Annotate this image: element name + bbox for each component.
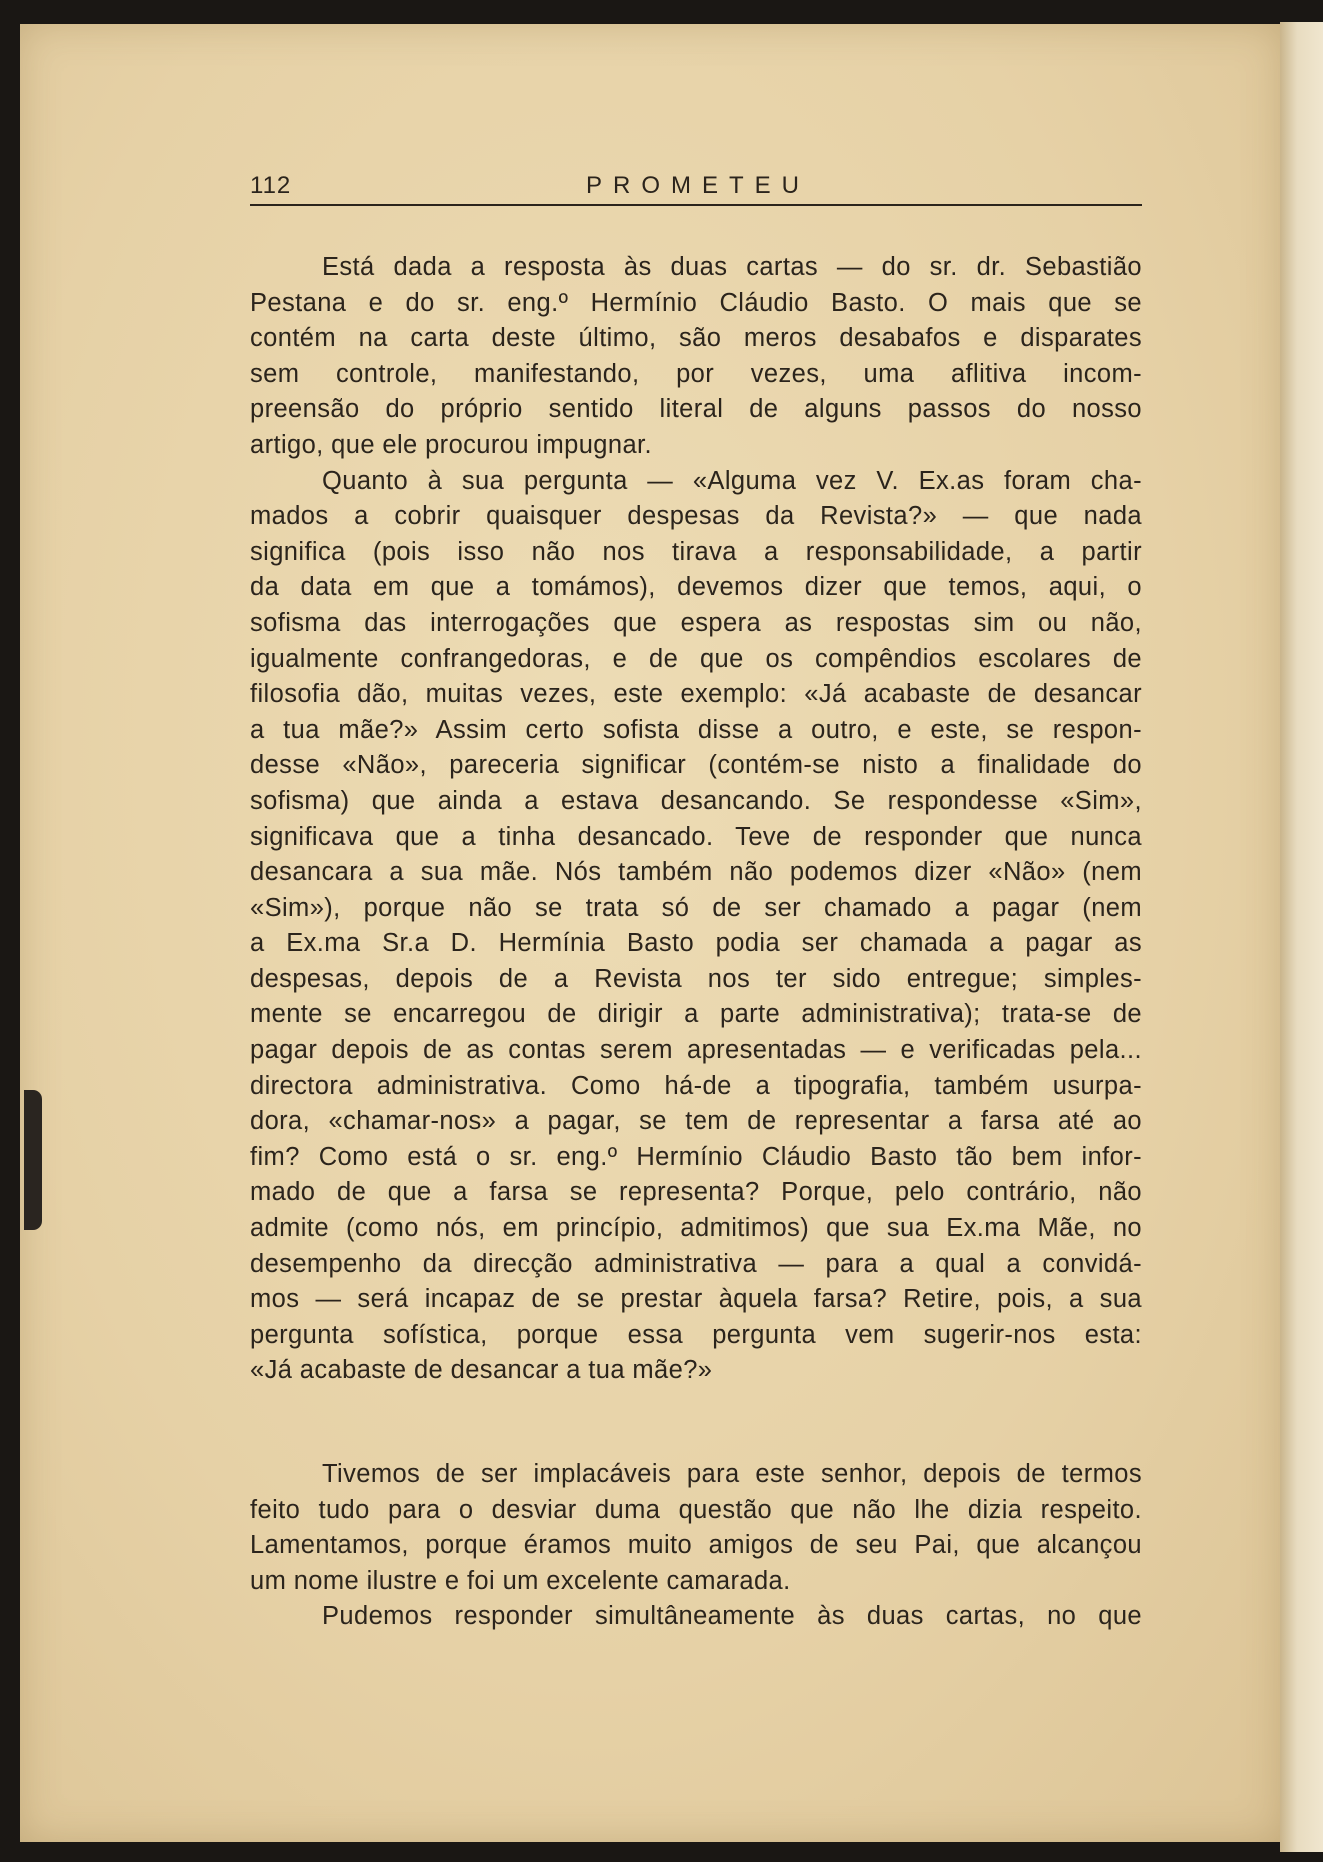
body-text-section-two	[250, 1457, 1142, 1635]
text-line: a Ex.ma Sr.a D. Hermínia Basto podia ser chamada a pagar as	[250, 929, 1142, 958]
text-line: filosofia dão, muitas vezes, este exemplo: «Já acabaste de desancar	[250, 680, 1142, 709]
text-line: desse «Não», pareceria significar (contém-se nisto a finalidade do	[250, 751, 1142, 780]
text-line: sem controle, manifestando, por vezes, uma aflitiva incom-	[250, 359, 1142, 388]
binding-mark	[24, 1090, 42, 1230]
text-line: sofisma) que ainda a estava desancando. Se respondesse «Sim»,	[250, 786, 1142, 815]
text-line: despesas, depois de a Revista nos ter sido entregue; simples-	[250, 964, 1142, 993]
text-line: pagar depois de as contas serem apresentadas — e verificadas pela...	[250, 1036, 1142, 1065]
text-line: artigo, que ele procurou impugnar.	[250, 430, 653, 459]
text-line: Quanto à sua pergunta — «Alguma vez V. Ex.as foram cha-	[322, 466, 1142, 495]
text-line: admite (como nós, em princípio, admitimos) que sua Ex.ma Mãe, no	[250, 1214, 1142, 1243]
next-page-edge	[1280, 22, 1323, 1852]
text-line: «Já acabaste de desancar a tua mãe?»	[250, 1356, 713, 1385]
text-line: da data em que a tomámos), devemos dizer que temos, aqui, o	[250, 573, 1142, 602]
text-line: mos — será incapaz de se prestar àquela farsa? Retire, pois, a sua	[250, 1285, 1142, 1314]
text-line: significava que a tinha desancado. Teve de responder que nunca	[250, 822, 1142, 851]
text-line: Lamentamos, porque éramos muito amigos de seu Pai, que alcançou	[250, 1531, 1142, 1560]
text-line: a tua mãe?» Assim certo sofista disse a outro, e este, se respon-	[250, 715, 1142, 744]
text-line: significa (pois isso não nos tirava a responsabilidade, a partir	[250, 537, 1142, 566]
body-text-section-one	[250, 250, 1142, 1389]
text-line: sofisma das interrogações que espera as respostas sim ou não,	[250, 608, 1142, 637]
text-line: Pudemos responder simultâneamente às duas cartas, no que	[322, 1602, 1142, 1631]
text-line: mados a cobrir quaisquer despesas da Revista?» — que nada	[250, 502, 1142, 531]
text-line: mado de que a farsa se representa? Porque, pelo contrário, não	[250, 1178, 1142, 1207]
text-line: um nome ilustre e foi um excelente camarada.	[250, 1566, 791, 1595]
running-title: PROMETEU	[586, 172, 811, 199]
text-line: «Sim»), porque não se trata só de ser chamado a pagar (nem	[250, 893, 1142, 922]
text-line: preensão do próprio sentido literal de alguns passos do nosso	[250, 395, 1142, 424]
text-line: contém na carta deste último, são meros desabafos e disparates	[250, 324, 1142, 353]
text-line: Pestana e do sr. eng.º Hermínio Cláudio Basto. O mais que se	[250, 288, 1142, 317]
text-line: dora, «chamar-nos» a pagar, se tem de representar a farsa até ao	[250, 1107, 1142, 1136]
page-header	[250, 172, 1142, 206]
text-line: Está dada a resposta às duas cartas — do sr. dr. Sebastião	[322, 253, 1142, 281]
text-line: pergunta sofística, porque essa pergunta vem sugerir-nos esta:	[250, 1320, 1142, 1349]
text-line: mente se encarregou de dirigir a parte administrativa); trata-se de	[250, 1000, 1142, 1029]
text-line: desempenho da direcção administrativa — para a qual a convidá-	[250, 1249, 1142, 1278]
text-line: feito tudo para o desviar duma questão que não lhe dizia respeito.	[250, 1495, 1142, 1524]
text-line: igualmente confrangedoras, e de que os compêndios escolares de	[250, 644, 1142, 673]
text-line: directora administrativa. Como há-de a tipografia, também usurpa-	[250, 1071, 1142, 1100]
text-line: Tivemos de ser implacáveis para este senhor, depois de termos	[322, 1460, 1142, 1488]
text-line: desancara a sua mãe. Nós também não podemos dizer «Não» (nem	[250, 858, 1142, 887]
page-number: 112	[250, 172, 292, 199]
text-line: fim? Como está o sr. eng.º Hermínio Cláudio Basto tão bem infor-	[250, 1142, 1142, 1171]
